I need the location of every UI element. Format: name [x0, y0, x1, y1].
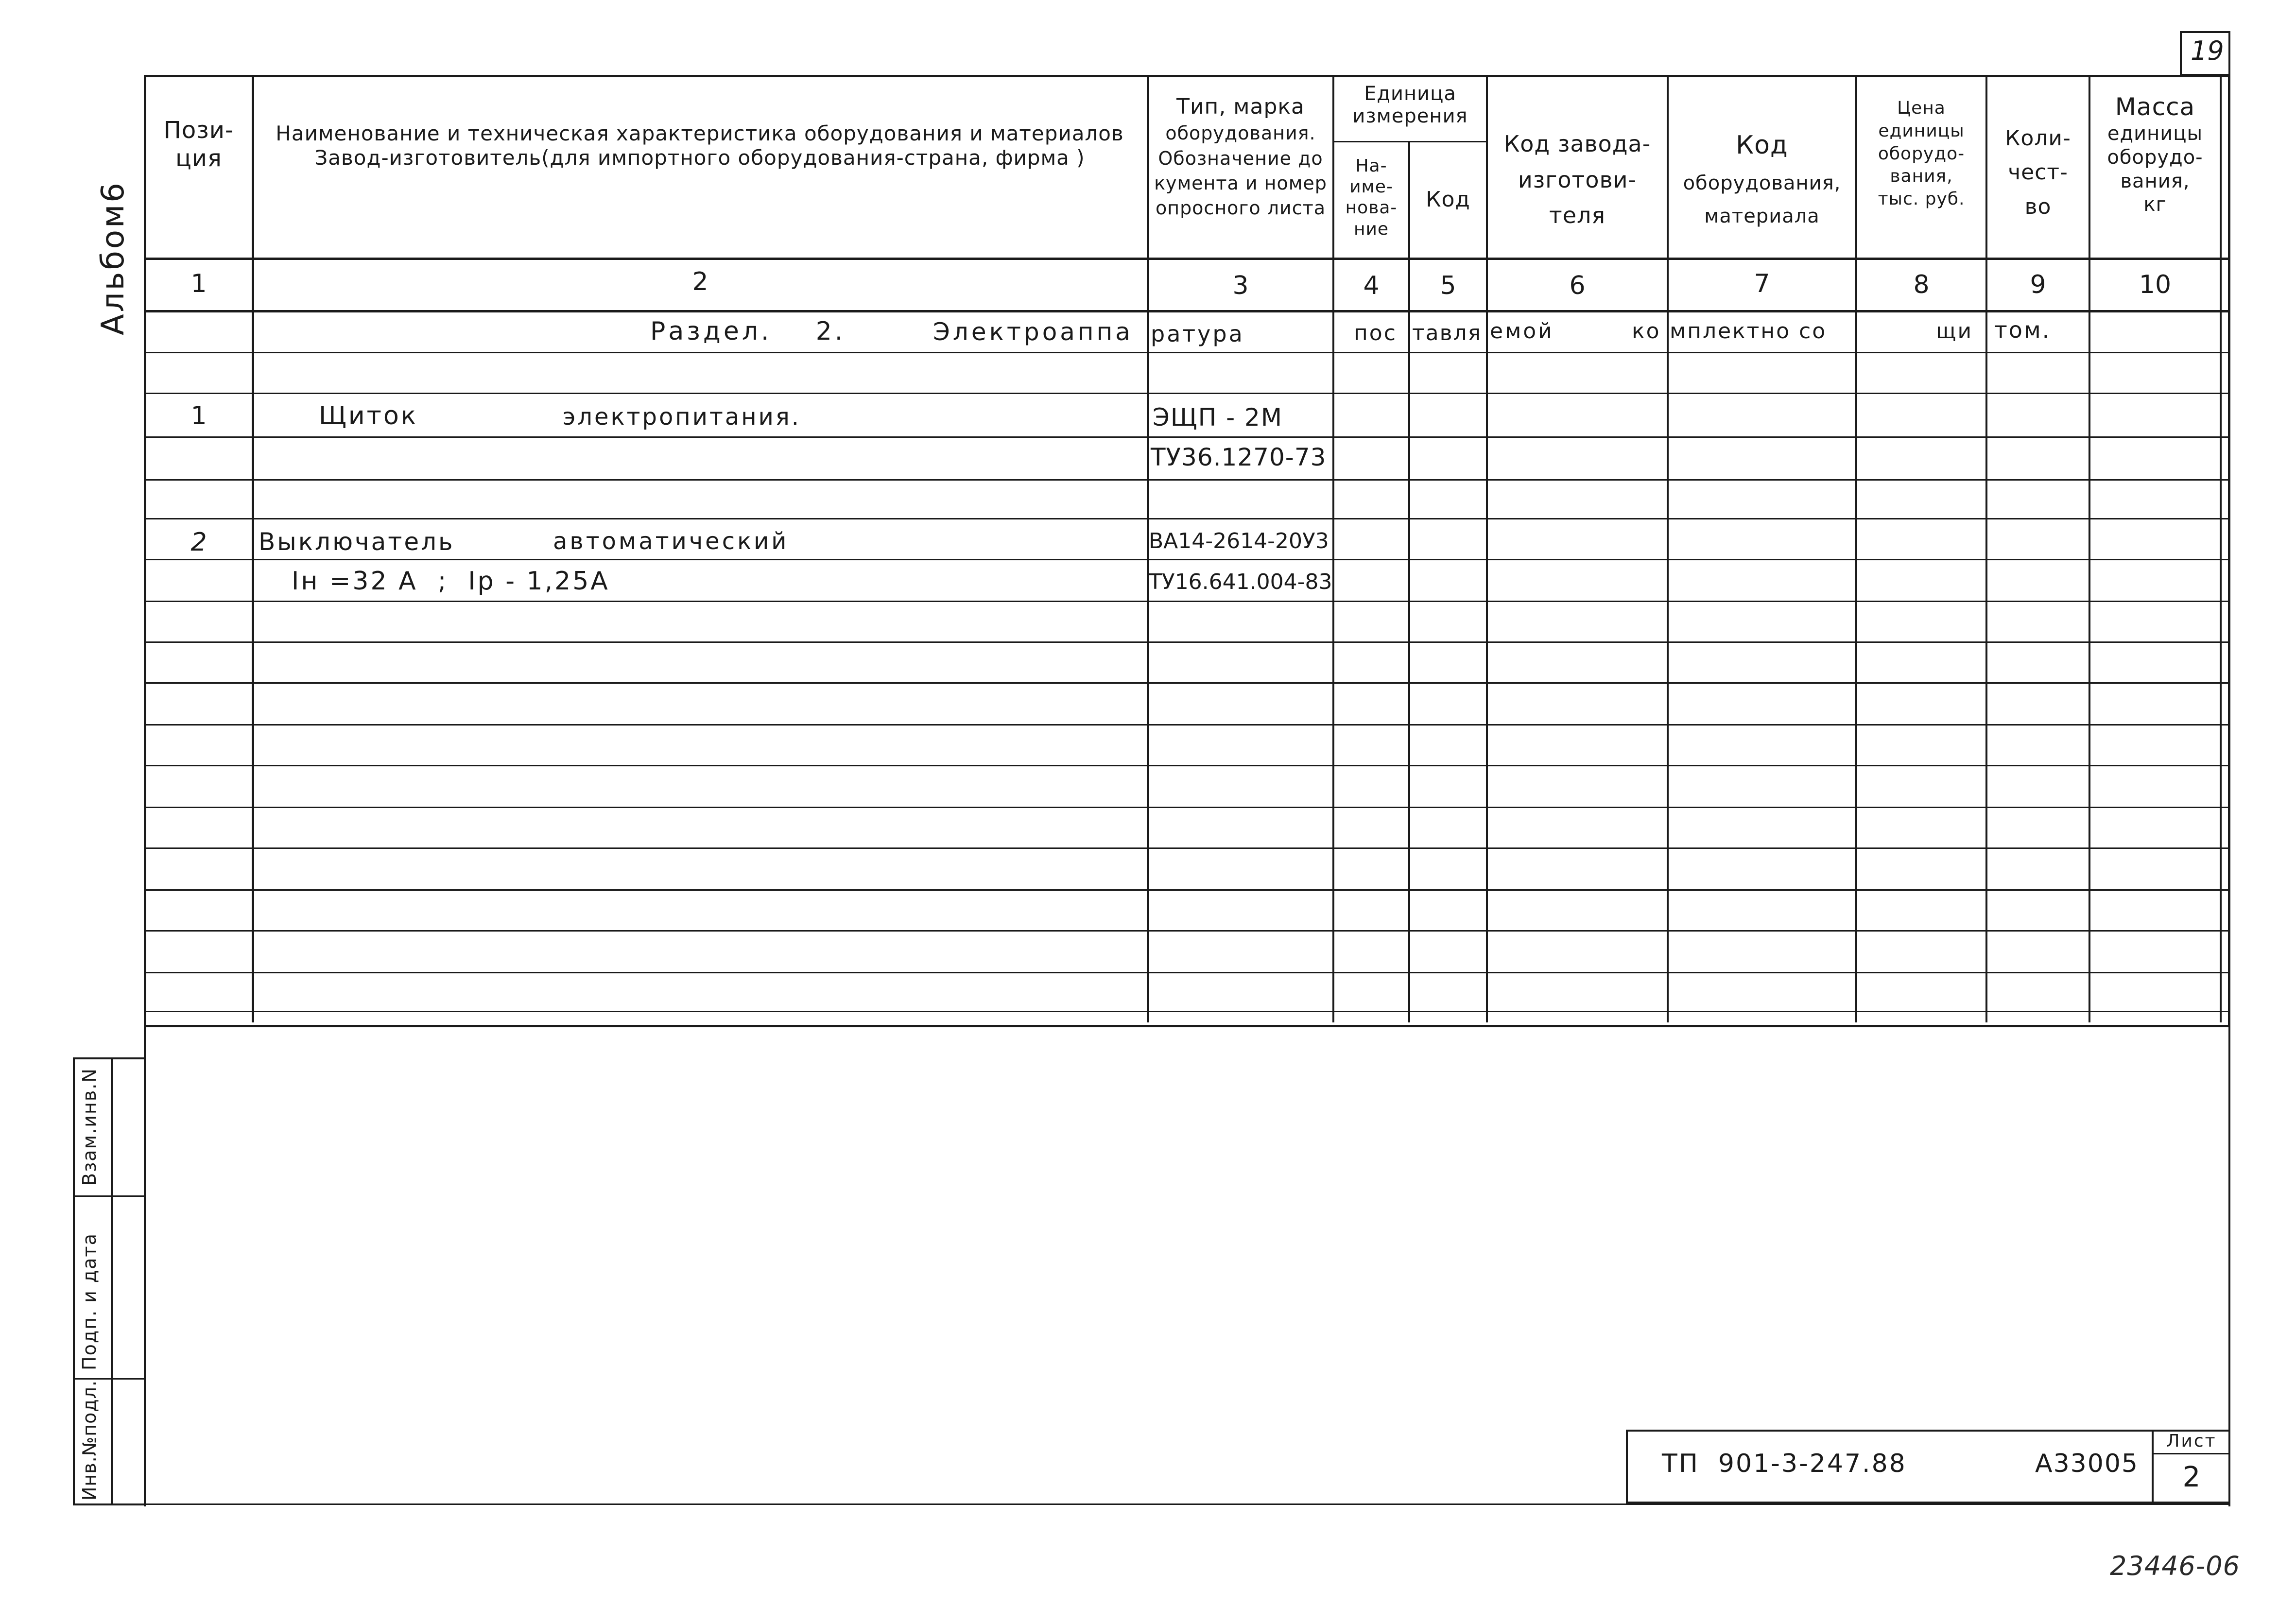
header-unit: Единица измерения [1352, 83, 1468, 127]
row-3-name-a: Выключатель [259, 528, 455, 556]
col-line-7 [1855, 75, 1857, 1022]
header-bottom-line [144, 258, 2230, 260]
row-1-position: 1 [190, 401, 207, 431]
colnum-6: 6 [1569, 271, 1586, 300]
section-title-part-f: емой [1490, 319, 1554, 344]
side-stamp-replacement-inv: Взам.инв.N [79, 1068, 100, 1186]
header-factory-code: Код завода- изготови- теля [1503, 131, 1651, 229]
side-stamp-row-line [73, 1378, 146, 1380]
title-block-sheet-number: 2 [2182, 1460, 2201, 1493]
row-4-type: ТУ16.641.004-83 [1149, 570, 1332, 594]
row-3-name-b: автоматический [553, 528, 789, 555]
colnum-1: 1 [190, 269, 207, 298]
header-unit-name: На- име- нова- ние [1345, 156, 1398, 239]
row-3-type: ВА14-2614-20У3 [1149, 529, 1329, 553]
row-line [144, 601, 2230, 602]
side-stamp-row-line [73, 1195, 146, 1197]
row-line [144, 972, 2230, 973]
title-block-doc-code: ТП 901-3-247.88 [1662, 1449, 1907, 1478]
section-title-part-d: пос [1354, 321, 1397, 346]
unit-subheader-line [1332, 141, 1486, 142]
colnum-4: 4 [1363, 271, 1380, 300]
section-title-part-c: ратура [1151, 321, 1244, 347]
title-block-album-code: А33005 [2035, 1449, 2139, 1478]
title-block-sheet-label: Лист [2166, 1431, 2217, 1451]
colnum-3: 3 [1232, 271, 1249, 300]
row-4-name: Iн =32 А ; Iр - 1,25А [292, 567, 610, 596]
header-mass: Масса единицы оборудо- вания, кг [2107, 93, 2203, 216]
colnum-bottom-line [144, 310, 2230, 312]
row-line [144, 518, 2230, 519]
row-line [144, 393, 2230, 394]
sheet-top-number: 19 [2191, 35, 2224, 66]
row-line [144, 641, 2230, 643]
section-title-part-h: мплектно со [1670, 319, 1827, 344]
section-title-part-i: щи [1936, 319, 1973, 344]
col-line-9 [2089, 75, 2090, 1022]
section-title-part-b: Электроаппа [933, 318, 1133, 346]
header-unit-code: Код [1426, 187, 1470, 212]
side-stamp-signature-date: Подп. и дата [79, 1233, 100, 1370]
row-line [144, 436, 2230, 438]
col-line-10 [2220, 75, 2222, 1022]
colnum-9: 9 [2030, 270, 2046, 299]
title-block-sheet-line [2152, 1453, 2229, 1454]
row-line [144, 1011, 2230, 1012]
header-name: Наименование и техническая характеристика оборудования и материалов Завод-изготовитель(для импортного оборудования-страна, фирма ) [276, 121, 1124, 170]
scan-archive-number: 23446-06 [2110, 1551, 2240, 1581]
section-title-part-e: тавля [1412, 321, 1482, 346]
side-stamp-divider [111, 1057, 113, 1504]
header-type: Тип, марка оборудования. Обозначение до кумента и номер опросного листа [1154, 94, 1327, 219]
row-line [144, 765, 2230, 766]
row-3-position: 2 [190, 528, 207, 557]
col-line-1 [252, 75, 254, 1022]
row-line [144, 682, 2230, 684]
row-line [144, 930, 2230, 932]
row-line [144, 847, 2230, 849]
header-equipment-code: Код оборудования, материала [1683, 131, 1841, 228]
row-line [144, 724, 2230, 726]
colnum-2: 2 [692, 267, 708, 296]
colnum-8: 8 [1913, 270, 1930, 299]
header-quantity: Коли- чест- во [2005, 126, 2071, 219]
section-title-part-j: том. [1994, 317, 2051, 343]
row-line [144, 479, 2230, 481]
section-title-part-g: ко [1632, 319, 1661, 344]
border-bottom-line [73, 1503, 2230, 1505]
row-1-name-b: электропитания. [563, 403, 801, 431]
colnum-10: 10 [2139, 270, 2172, 299]
row-2-type: ТУ36.1270-73 [1151, 443, 1327, 471]
row-line [144, 352, 2230, 353]
header-position: Пози- ция [163, 117, 234, 172]
section-title-part-a: Раздел. 2. [650, 317, 846, 346]
header-unit-price: Цена единицы оборудо- вания, тыс. руб. [1878, 98, 1965, 209]
row-line [144, 807, 2230, 808]
row-1-name-a: Щиток [319, 401, 418, 431]
album-label: Альбом6 [95, 180, 131, 335]
row-line [144, 889, 2230, 891]
colnum-7: 7 [1754, 269, 1770, 298]
side-stamp-original-inv: Инв.№подл. [79, 1380, 100, 1501]
row-1-type: ЭЩП - 2М [1153, 403, 1283, 432]
colnum-5: 5 [1440, 271, 1456, 300]
row-line [144, 559, 2230, 560]
